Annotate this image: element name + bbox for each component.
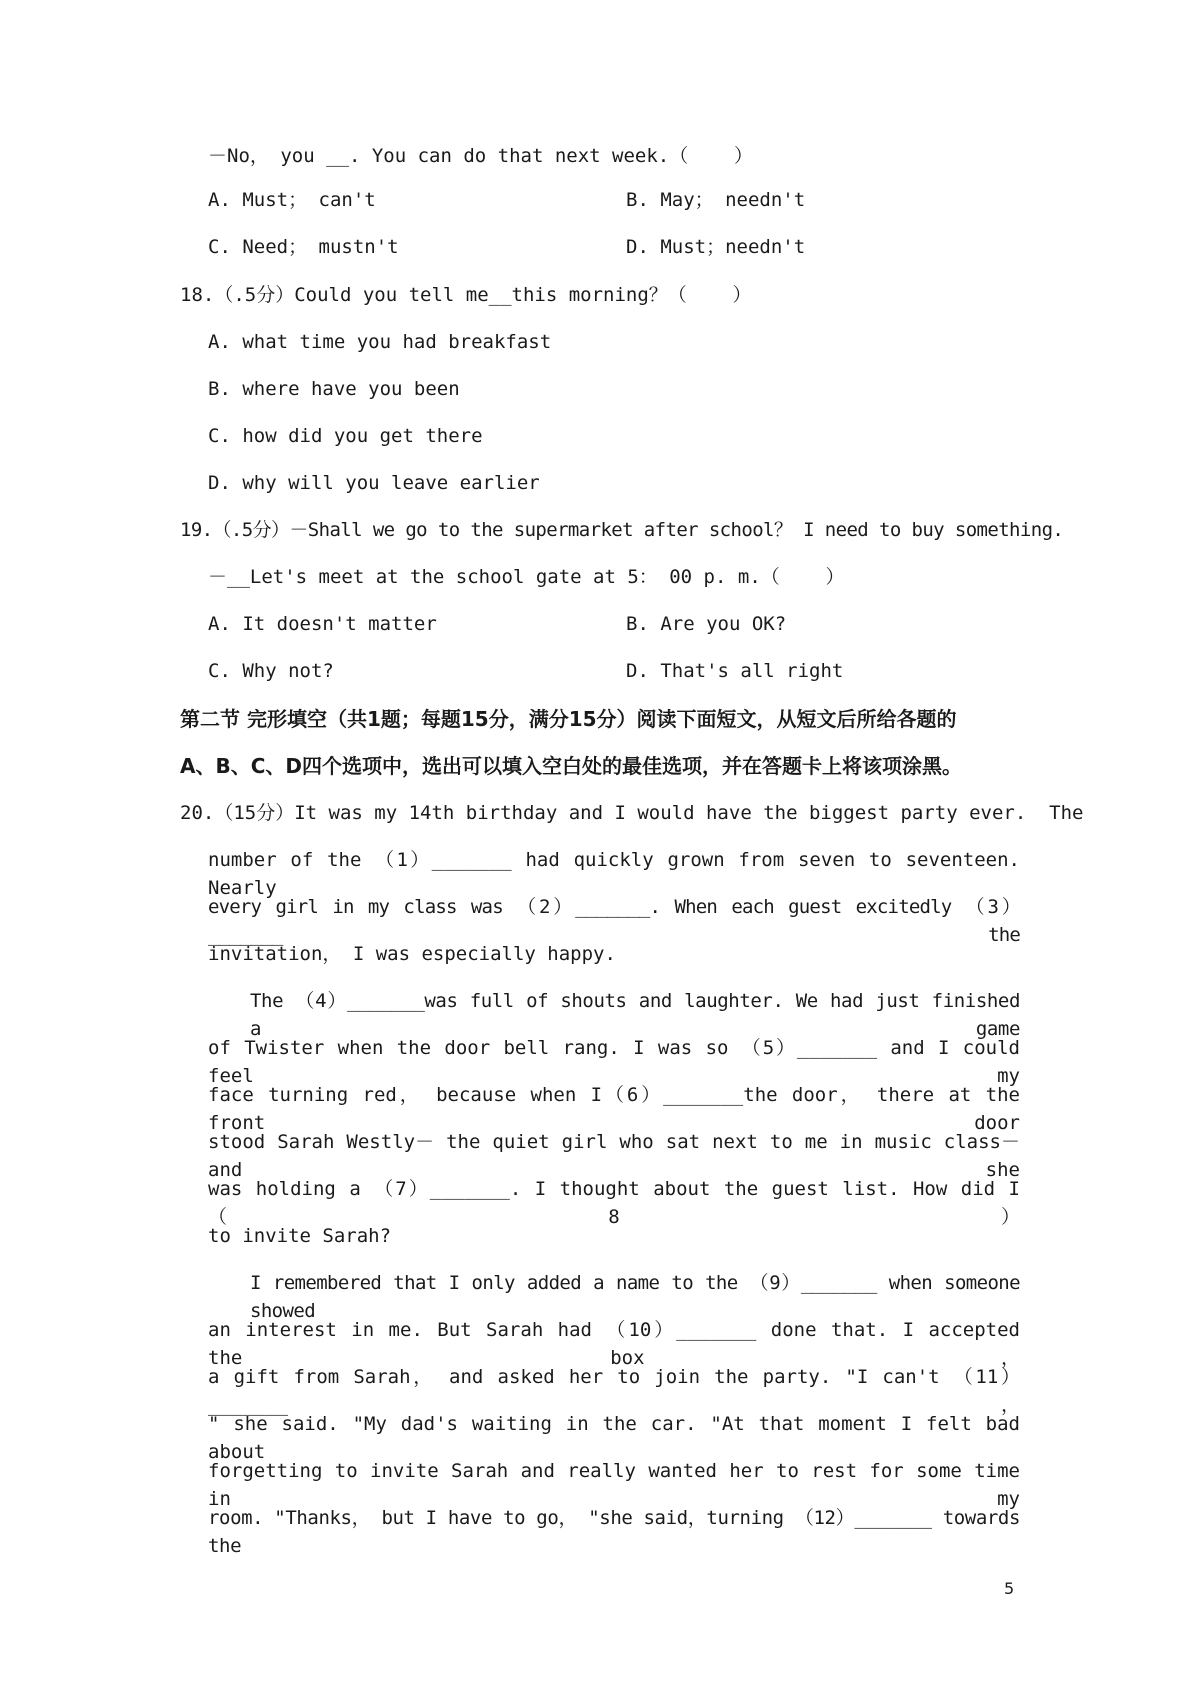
q17-continuation: －No， you __. You can do that next week.（ ） — [208, 145, 753, 167]
q20-line-10: to invite Sarah? — [208, 1225, 392, 1247]
q18-stem: 18.（.5分）Could you tell me__this morning？（ ） — [180, 284, 752, 306]
q20-line-6: of Twister when the door bell rang. I was so （5）_______ and I could feel my — [208, 1037, 1020, 1087]
q20-line-16: room. "Thanks， but I have to go， "she said，turning （12）_______ towards the — [208, 1507, 1020, 1557]
q20-line-14: " she said. "My dad's waiting in the car. "At that moment I felt bad about — [208, 1413, 1020, 1463]
page-number: 5 — [1004, 1579, 1015, 1598]
q17-option-b: B. May； needn't — [626, 189, 806, 211]
q20-line-15: forgetting to invite Sarah and really wanted her to rest for some time in my — [208, 1460, 1020, 1510]
q18-option-c: C. how did you get there — [208, 425, 483, 447]
q20-line-4: invitation， I was especially happy. — [208, 943, 616, 965]
q20-line-11: I remembered that I only added a name to the （9）_______ when someone showed — [250, 1272, 1020, 1322]
q20-line-2: number of the （1）_______ had quickly grown from seven to seventeen. Nearly — [208, 849, 1020, 899]
q20-line-8: stood Sarah Westly－ the quiet girl who sat next to me in music class－and she — [208, 1131, 1020, 1181]
q20-line-12: an interest in me. But Sarah had （10）_______ done that. I accepted the box， — [208, 1319, 1020, 1369]
q20-line-13: a gift from Sarah， and asked her to join the party. "I can't （11）_______， — [208, 1366, 1020, 1416]
q17-option-a: A. Must； can't — [208, 189, 376, 211]
q17-option-d: D. Must；needn't — [626, 236, 806, 258]
q20-line-5: The （4）_______was full of shouts and laughter. We had just finished a game — [250, 990, 1020, 1040]
q20-line-7: face turning red， because when I（6）_______the door， there at the front door — [208, 1084, 1020, 1134]
q17-option-c: C. Need； mustn't — [208, 236, 399, 258]
q19-option-b: B. Are you OK? — [626, 613, 787, 635]
q19-option-d: D. That's all right — [626, 660, 844, 682]
q20-line-3: every girl in my class was （2）_______. When each guest excitedly （3）_______ the — [208, 896, 1020, 946]
q18-option-d: D. why will you leave earlier — [208, 472, 540, 494]
q19-stem: 19.（.5分）－Shall we go to the supermarket after school？ I need to buy something. — [180, 519, 1064, 541]
section-heading-line-1: 第二节 完形填空（共1题；每题15分，满分15分）阅读下面短文，从短文后所给各题的 — [180, 707, 957, 731]
section-heading-line-2: A、B、C、D四个选项中，选出可以填入空白处的最佳选项，并在答题卡上将该项涂黑。 — [180, 754, 963, 778]
q20-line-9: was holding a （7）_______. I thought about the guest list. How did I （8） — [208, 1178, 1020, 1228]
q18-option-b: B. where have you been — [208, 378, 460, 400]
q20-line-1: 20.（15分）It was my 14th birthday and I would have the biggest party ever. The — [180, 802, 1084, 824]
q18-option-a: A. what time you had breakfast — [208, 331, 552, 353]
q19-option-a: A. It doesn't matter — [208, 613, 437, 635]
q19-continuation: －__Let's meet at the school gate at 5： 00 p. m.（ ） — [208, 566, 845, 588]
q19-option-c: C. Why not? — [208, 660, 334, 682]
